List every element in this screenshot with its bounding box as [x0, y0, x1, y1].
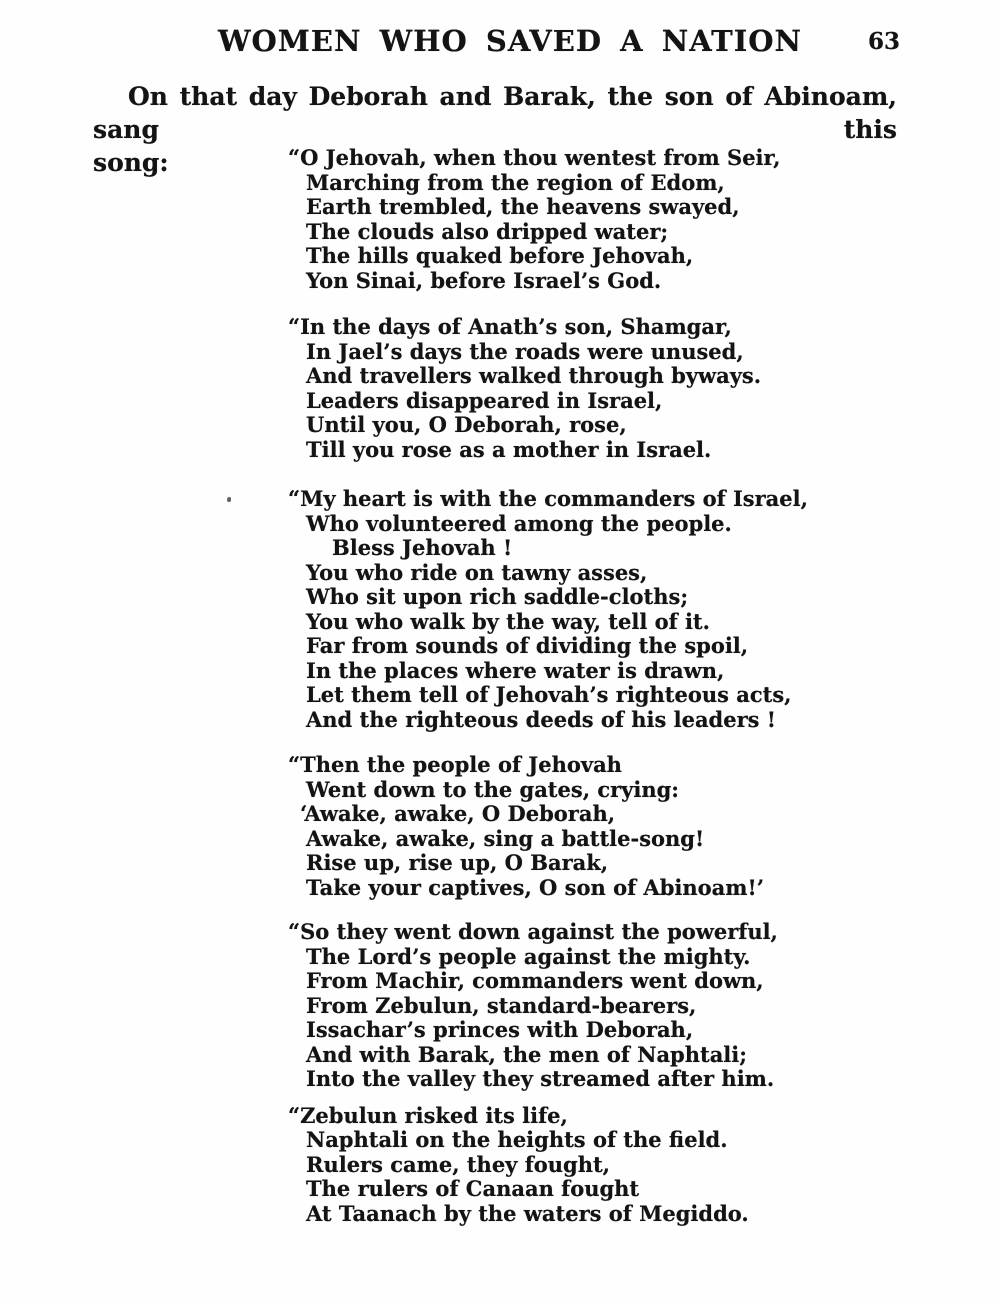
- poem-line: Naphtali on the heights of the field.: [306, 1127, 728, 1152]
- intro-line: song:: [93, 148, 169, 177]
- poem-line: And travellers walked through byways.: [306, 363, 762, 388]
- poem-line: “O Jehovah, when thou wentest from Seir,: [288, 145, 781, 170]
- page-header: [0, 26, 1000, 66]
- poem-line: ‘Awake, awake, O Deborah,: [300, 801, 616, 826]
- poem-line: Awake, awake, sing a battle-song!: [306, 825, 705, 851]
- poem-line: Went down to the gates, crying:: [306, 776, 680, 802]
- poem-line: The hills quaked before Jehovah,: [306, 243, 694, 268]
- poem-line: In the places where water is drawn,: [306, 657, 725, 683]
- stanza: [288, 486, 926, 732]
- poem-line: Bless Jehovah !: [332, 535, 513, 560]
- poem-line: Marching from the region of Edom,: [306, 169, 725, 195]
- poem-line: Rise up, rise up, O Barak,: [306, 850, 609, 875]
- poem-line: Who sit upon rich saddle-cloths;: [306, 584, 689, 609]
- poem-line: The rulers of Canaan fought: [306, 1176, 640, 1201]
- stanza: [288, 919, 926, 1092]
- stanza: [288, 314, 926, 462]
- stanza: [288, 145, 926, 293]
- poem-line: Until you, O Deborah, rose,: [306, 412, 627, 437]
- poem-line: Take your captives, O son of Abinoam!’: [306, 874, 765, 900]
- poem-line: Till you rose as a mother in Israel.: [306, 436, 712, 462]
- poem-line: Issachar’s princes with Deborah,: [306, 1017, 694, 1042]
- poem-line: “Zebulun risked its life,: [288, 1102, 568, 1128]
- ink-speck: [227, 497, 231, 502]
- poem-line: In Jael’s days the roads were unused,: [306, 338, 744, 364]
- poem-line: “So they went down against the powerful,: [288, 919, 778, 944]
- poem-line: You who ride on tawny asses,: [306, 559, 648, 585]
- poem-line: Who volunteered among the people.: [306, 510, 732, 536]
- poem-line: “In the days of Anath’s son, Shamgar,: [288, 314, 732, 339]
- intro-line: On that day Deborah and Barak, the son of Abinoam, sang this: [93, 82, 897, 144]
- stanza: [288, 1102, 926, 1227]
- poem-line: You who walk by the way, tell of it.: [306, 608, 710, 634]
- poem-line: Yon Sinai, before Israel’s God.: [306, 267, 662, 293]
- poem-line: Into the valley they streamed after him.: [306, 1066, 775, 1091]
- page-number: 63: [868, 28, 901, 55]
- poem-line: From Zebulun, standard-bearers,: [306, 992, 697, 1018]
- poem-line: From Machir, commanders went down,: [306, 968, 764, 993]
- poem-line: Far from sounds of dividing the spoil,: [306, 633, 749, 658]
- stanza: [288, 752, 926, 900]
- poem-line: And with Barak, the men of Naphtali;: [306, 1041, 748, 1067]
- poem-line: Earth trembled, the heavens swayed,: [306, 194, 740, 219]
- poem-line: “Then the people of Jehovah: [288, 752, 622, 777]
- page-title: WOMEN WHO SAVED A NATION: [217, 24, 803, 58]
- poem-line: “My heart is with the commanders of Israel,: [288, 486, 808, 511]
- poem-line: Rulers came, they fought,: [306, 1151, 610, 1177]
- poem-line: The Lord’s people against the mighty.: [306, 943, 751, 969]
- poem: [288, 145, 926, 1226]
- poem-line: Let them tell of Jehovah’s righteous acts,: [306, 682, 792, 707]
- poem-line: The clouds also dripped water;: [306, 218, 669, 244]
- poem-line: At Taanach by the waters of Megiddo.: [306, 1200, 749, 1226]
- poem-line: And the righteous deeds of his leaders !: [306, 706, 777, 732]
- poem-line: Leaders disappeared in Israel,: [306, 387, 663, 413]
